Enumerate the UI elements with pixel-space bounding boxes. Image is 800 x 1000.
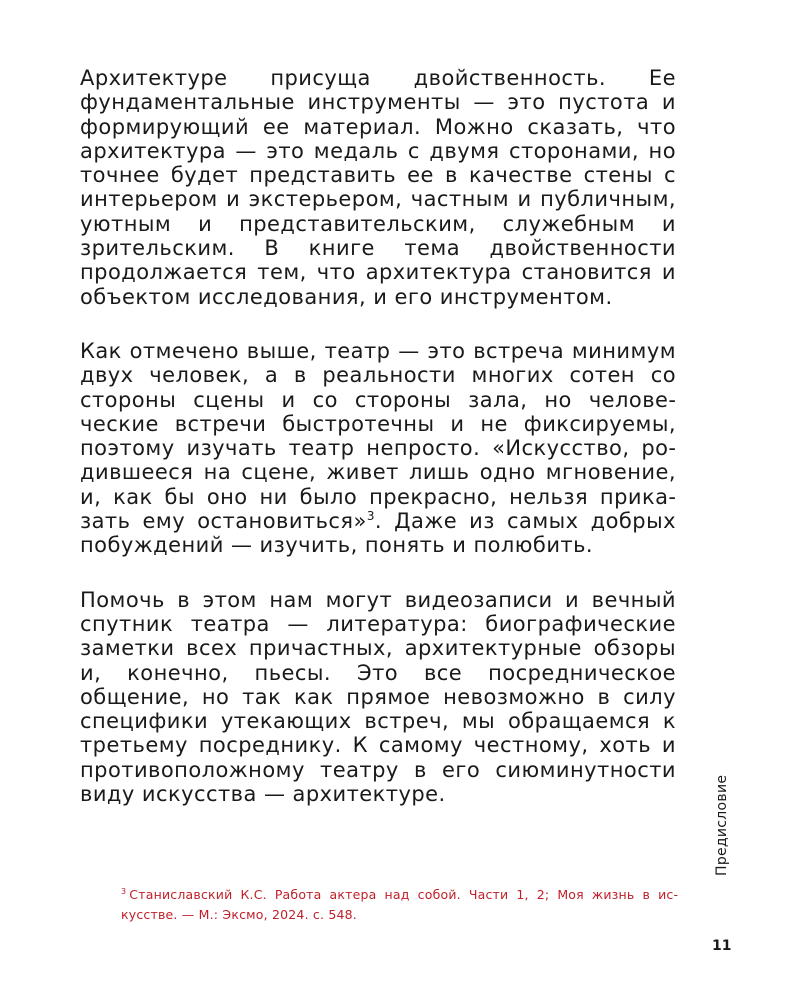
page-number: 11: [712, 938, 732, 954]
paragraph-theatre-meeting-text-start: Как отмечено выше, театр — это встреча минимум двух человек, а в реальности многих сотен со стороны сцены и со стороны зала, но человеческие встречи быстротечны и не фиксируемы, поэтому изучать театр непросто. «Искусство, родившееся на сцене, живет лишь одно мгновение, и, как бы оно ни было прекрасно, нельзя приказать ему остановиться»: [80, 338, 676, 534]
footnote-reference-marker: 3: [366, 509, 375, 524]
paragraph-duality: Архитектуре присуща двойственность. Ее фундаментальные инструменты — это пустота и формирующий ее материал. Можно сказать, что архитектура — это медаль с двумя сторонами, но точнее будет представить ее в качестве стены с интерьером и экстерьером, частным и публичным, уютным и представительским, служебным и зрительским. В книге тема двойственности продолжается тем, что архитектура становится и объектом исследования, и его инструментом.: [80, 66, 676, 309]
running-section-title: Предисловие: [714, 774, 730, 876]
footnote-text: Станиславский К.С. Работа актера над собой. Части 1, 2; Моя жизнь в искусстве. — М.: Эксмо, 2024. с. 548.: [121, 887, 678, 922]
paragraph-mediators: Помочь в этом нам могут видеозаписи и вечный спутник театра — литература: биографические заметки всех причастных, архитектурные обзоры и, конечно, пьесы. Это все посредническое общение, но так как прямое невозможно в силу специфики утекающих встреч, мы обращаемся к третьему посреднику. К самому честному, хоть и противоположному театру в его сиюминутности виду искусства — архитектуре.: [80, 587, 676, 807]
footnote-marker: 3: [121, 886, 127, 896]
page-body-text: [80, 66, 676, 806]
footnote: [121, 885, 678, 925]
paragraph-theatre-meeting-text-end: . Даже из самых добрых побуждений — изучить, понять и полюбить.: [80, 509, 676, 558]
paragraph-theatre-meeting: [80, 339, 676, 558]
